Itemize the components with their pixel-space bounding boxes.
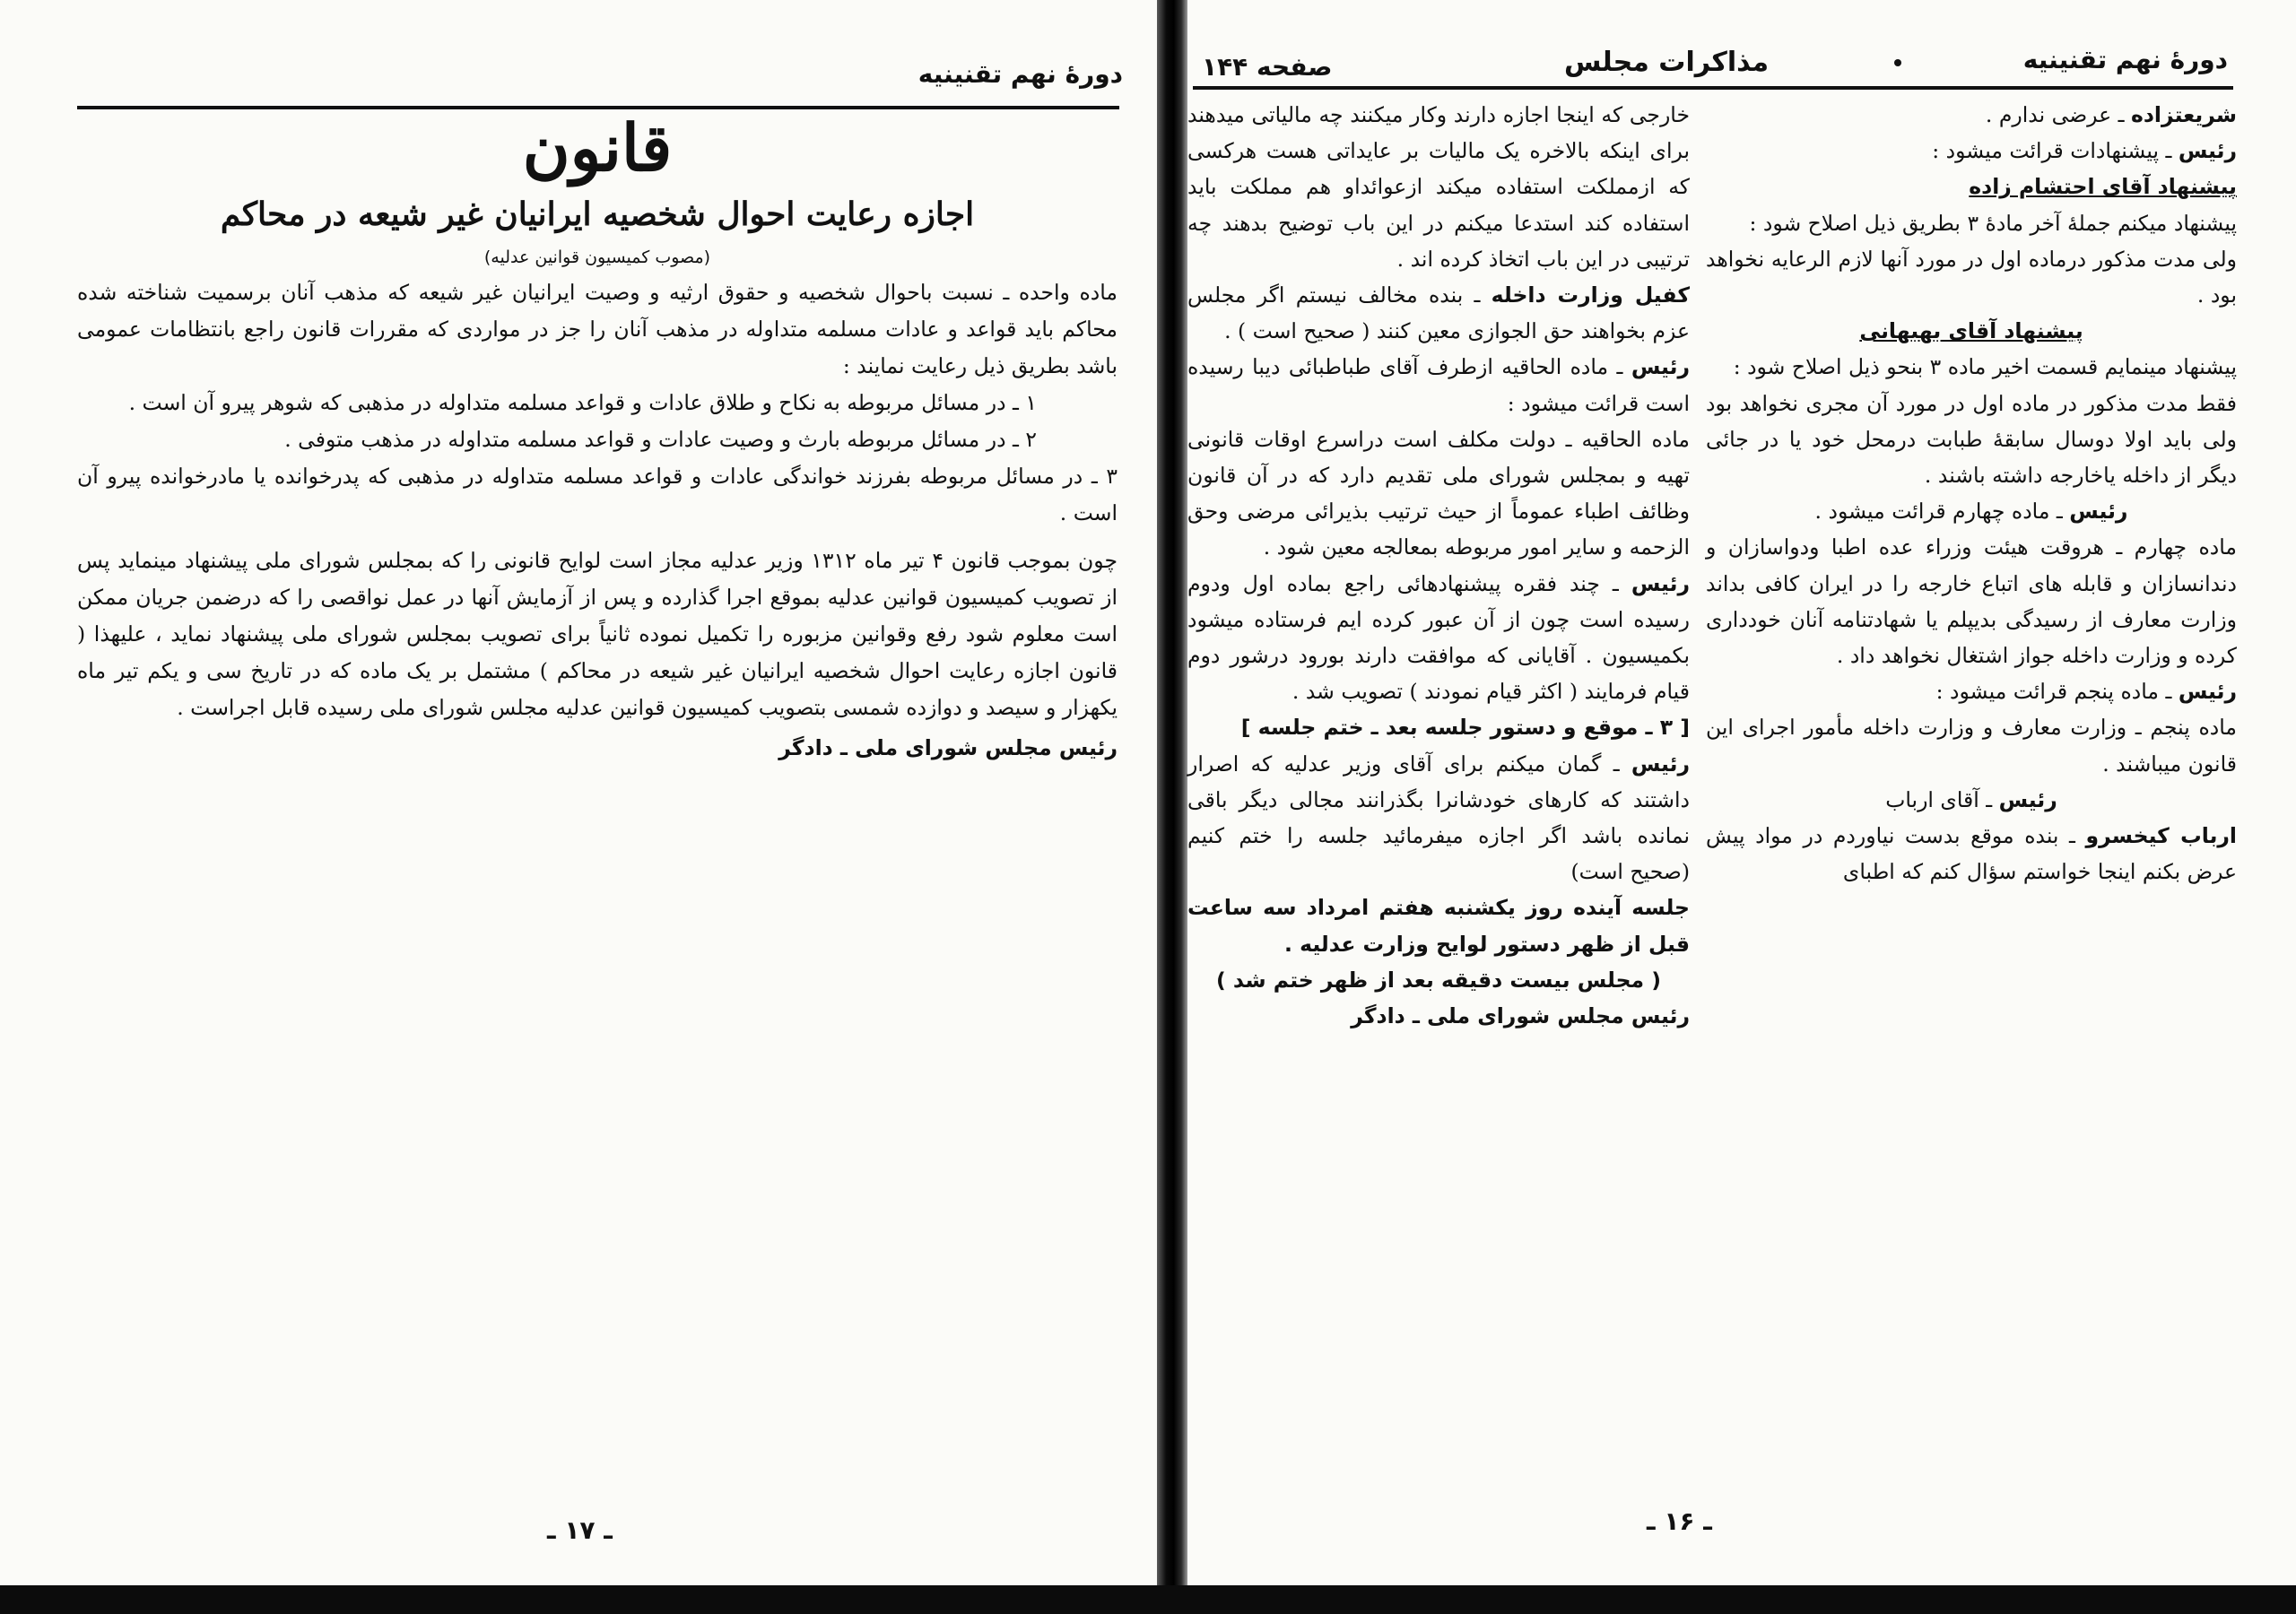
- left-page-header-session: دورهٔ نهم تقنینیه: [918, 59, 1123, 89]
- col-para: [1706, 782, 2237, 818]
- article-intro: ماده واحده ـ نسبت باحوال شخصیه و حقوق ارثیه و وصیت ایرانیان غیر شیعه که مذهب آنان برسمیت شناخته شده محاکم باید قواعد و عادات مسلمه متداوله در مذهب آنان را جز در مواردی که مقررات قانون راجع بانتظامات عمومی باشد بطریق ذیل رعایت نمایند :: [77, 280, 1118, 378]
- left-page: [0, 0, 1157, 1585]
- speech-text: ـ آقای ارباب: [1885, 786, 1999, 812]
- col-para: [1187, 277, 1690, 349]
- section-heading: [ ۳ ـ موقع و دستور جلسه بعد ـ ختم جلسه ]: [1240, 715, 1690, 741]
- speech-text: ـ گمان میکنم برای آقای وزیر عدلیه که اصرار داشتند که کارهای خودشانرا بگذرانند مجالی دیگر باقی نمانده باشد اگر اجازه میفرمائید جلسه را ختم کنیم (صحیح است): [1187, 751, 1690, 885]
- speaker-name: رئیس: [2178, 679, 2237, 705]
- col-para: [1187, 349, 1690, 421]
- left-page-number: ـ ۱۷ ـ: [547, 1515, 613, 1545]
- minutes-signature: رئیس مجلس شورای ملی ـ دادگر: [1351, 1003, 1690, 1029]
- article-item-2: ۲ ـ در مسائل مربوطه بارث و وصیت عادات و قواعد مسلمه متداوله در مذهب متوفی .: [284, 427, 1037, 452]
- col-para: [1706, 97, 2237, 133]
- proposal-heading: پیشنهاد آقای احتشام زاده: [1969, 174, 2237, 200]
- right-page: [1187, 0, 2296, 1585]
- speech-text: ـ بنده مخالف نیستم اگر مجلس عزم بخواهند حق الجوازی معین کنند ( صحیح است ) .: [1187, 282, 1690, 344]
- col-para: پیشنهاد میکنم جملهٔ آخر مادهٔ ۳ بطریق ذیل اصلاح شود :: [1749, 210, 2237, 236]
- header-dot: [1894, 59, 1901, 66]
- law-body: [77, 274, 1118, 767]
- col-para: ماده پنجم ـ وزارت معارف و وزارت داخله مأمور اجرای این قانون میباشند .: [1706, 715, 2237, 777]
- speaker-name: کفیل وزارت داخله: [1491, 282, 1690, 308]
- speech-text: ـ چند فقره پیشنهادهائی راجع بماده اول ودوم رسیده است چون از آن عبور کرده ایم فرستاده میشود بکمیسیون . آقایانی که موافقت دارند بورود درشور دوم قیام فرمایند ( اکثر قیام نمودند ) تصویب شد .: [1187, 570, 1690, 705]
- article-item-3: ۳ ـ در مسائل مربوطه بفرزند خواندگی عادات و قواعد مسلمه متداوله در مذهبی که پدرخوانده یا مادرخوانده پیرو آن است .: [77, 464, 1118, 525]
- right-column: [1706, 97, 2237, 889]
- right-header-rule: [1193, 86, 2233, 90]
- col-para: [1187, 566, 1690, 710]
- speaker-name: ارباب کیخسرو: [2085, 823, 2237, 849]
- session-end-note: ( مجلس بیست دقیقه بعد از ظهر ختم شد ): [1216, 967, 1661, 993]
- article-item-1: ۱ ـ در مسائل مربوطه به نکاح و طلاق عادات و قواعد مسلمه متداوله در مذهبی که شوهر پیرو آن است .: [128, 390, 1037, 415]
- speech-text: ـ ماده چهارم قرائت میشود .: [1814, 499, 2070, 525]
- col-para: ماده الحاقیه ـ دولت مکلف است دراسرع اوقات قانونی تهیه و بمجلس شورای ملی تقدیم دارد که در آن قانون وظائف اطباء عموماً از حیث ترتیب بذیرائی مرضی وحق الزحمه و سایر امور مربوطه بمعالجه معین شود .: [1187, 426, 1690, 560]
- right-page-header-session: دورهٔ نهم تقنینیه: [2022, 45, 2228, 74]
- speaker-name: رئیس: [1631, 354, 1690, 380]
- speech-text: ـ عرضی ندارم .: [1985, 102, 2131, 127]
- law-subtitle: اجازه رعایت احوال شخصیه ایرانیان غیر شیعه در محاکم: [220, 195, 975, 233]
- next-session-note: جلسه آینده روز یکشنبه هفتم امرداد سه ساعت قبل از ظهر دستور لوایح وزارت عدلیه .: [1187, 895, 1690, 957]
- speech-text: ـ ماده پنجم قرائت میشود :: [1935, 679, 2179, 705]
- law-closing-paragraph: چون بموجب قانون ۴ تیر ماه ۱۳۱۲ وزیر عدلیه مجاز است لوایح قانونی را که بمجلس شورای ملی پیشنهاد مینماید پس از تصویب کمیسیون قوانین عدلیه بموقع اجرا گذارده و پس از آزمایش آنها در عمل نواقصی را که درضمن جریان ممکن است معلوم شود رفع وقوانین مزبوره را تکمیل نموده ثانیاً برای تصویب بمجلس شورای ملی پیشنهاد نماید ، علیهذا ( قانون اجازه رعایت احوال شخصیه ایرانیان غیر شیعه در محاکم ) مشتمل بر یک ماده که در تاریخ سی و یکم تیر ماه یکهزار و سیصد و دوازده شمسی بتصویب کمیسیون قوانین عدلیه مجلس شورای ملی رسیده قابل اجراست .: [77, 548, 1118, 720]
- speaker-name: رئیس: [2069, 499, 2128, 525]
- right-page-header-page: صفحه ۱۴۴: [1202, 52, 1333, 82]
- law-title: قانون: [522, 109, 673, 186]
- left-column: [1187, 97, 1690, 1034]
- right-page-header-title: مذاکرات مجلس: [1564, 47, 1770, 78]
- book-gutter: [1157, 0, 1187, 1614]
- proposal-heading: پیشنهاد آقای بهبهانی: [1859, 318, 2083, 344]
- col-para: [1187, 746, 1690, 890]
- law-approval-note: (مصوب کمیسیون قوانین عدلیه): [483, 247, 711, 267]
- col-para: پیشنهاد مینمایم قسمت اخیر ماده ۳ بنحو ذیل اصلاح شود :: [1733, 354, 2237, 380]
- law-signature: رئیس مجلس شورای ملی ـ دادگر: [778, 735, 1118, 760]
- speaker-name: رئیس: [1631, 751, 1690, 777]
- speaker-name: شریعتزاده: [2130, 102, 2237, 127]
- col-para: [1706, 673, 2237, 709]
- col-para: [1706, 818, 2237, 889]
- right-page-number: ـ ۱۶ ـ: [1647, 1506, 1712, 1536]
- scan-bottom-edge: [0, 1585, 2296, 1614]
- speaker-name: رئیس: [1998, 786, 2057, 812]
- col-para: خارجی که اینجا اجازه دارند وکار میکنند چه مالیاتی میدهند برای اینکه بالاخره یک مالیات بر عایداتی هست هرکسی که ازمملکت استفاده میکند ازعوائداو هم مملکت باید استفاده کند استدعا میکنم در این باب توضیح بدهند چه ترتیبی در این باب اتخاذ کرده اند .: [1187, 102, 1690, 272]
- speech-text: ـ ماده الحاقیه ازطرف آقای طباطبائی دیبا رسیده است قرائت میشود :: [1187, 354, 1690, 416]
- speaker-name: رئیس: [2178, 138, 2237, 164]
- speaker-name: رئیس: [1631, 570, 1690, 596]
- speech-text: ـ بنده موقع بدست نیاوردم در مواد پیش عرض بکنم اینجا خواستم سؤال کنم که اطبای: [1706, 823, 2237, 885]
- col-para: [1706, 133, 2237, 169]
- col-para: ماده چهارم ـ هروقت هیئت وزراء عده اطبا ودواسازان و دندانسازان و قابله های اتباع خارجه را در ایران کافی بداند وزارت معارف از رسیدگی بدیپلم یا شهادتنامه آنان خودداری کرده و وزارت داخله جواز اشتغال نخواهد داد .: [1706, 534, 2237, 669]
- col-para: [1706, 493, 2237, 529]
- col-para: ولی مدت مذکور درماده اول در مورد آنها لازم الرعایه نخواهد بود .: [1706, 246, 2237, 308]
- col-para: فقط مدت مذکور در ماده اول در مورد آن مجری نخواهد بود ولی باید اولا دوسال سابقهٔ طبابت درمحل خود یا در جائی دیگر از داخله یاخارجه داشته باشند .: [1706, 390, 2237, 489]
- speech-text: ـ پیشنهادات قرائت میشود :: [1932, 138, 2179, 164]
